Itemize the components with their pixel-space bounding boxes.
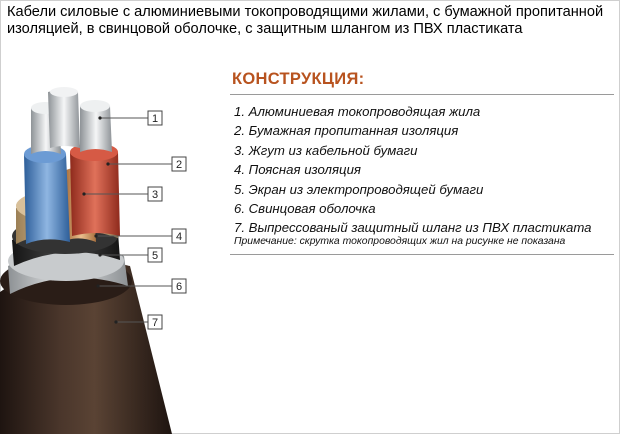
construction-item-4: 4. Поясная изоляция (234, 162, 361, 178)
callout-7 (148, 315, 162, 329)
section-heading: КОНСТРУКЦИЯ: (232, 70, 365, 88)
callout-1 (148, 111, 162, 125)
construction-item-2: 2. Бумажная пропитанная изоляция (234, 123, 459, 139)
cable-diagram (0, 60, 230, 434)
construction-item-6: 6. Свинцовая оболочка (234, 201, 376, 217)
page-title: Кабели силовые с алюминиевыми токопроводящими жилами, с бумажной пропитанной изоляцией, в свинцовой оболочке, с защитным шлангом из ПВХ пластиката (7, 4, 604, 37)
svg-text:6: 6 (175, 281, 183, 293)
svg-text:4: 4 (175, 231, 183, 243)
callout-6 (148, 279, 186, 293)
construction-item-3: 3. Жгут из кабельной бумаги (234, 142, 418, 158)
bottom-divider (230, 254, 614, 255)
construction-list (234, 102, 592, 238)
callout-5 (148, 248, 162, 262)
construction-item-7: 7. Выпрессованый защитный шланг из ПВХ пластиката (234, 220, 592, 236)
callout-2 (148, 157, 186, 171)
heading-divider (230, 94, 614, 95)
svg-text:1: 1 (151, 113, 159, 125)
construction-item-1: 1. Алюминиевая токопроводящая жила (234, 104, 481, 119)
callout-3 (148, 187, 162, 201)
svg-text:3: 3 (151, 189, 159, 201)
svg-text:5: 5 (151, 250, 159, 262)
note-text: Примечание: скрутка токопроводящих жил на рисунке не показана (234, 236, 566, 247)
svg-text:7: 7 (151, 317, 159, 329)
construction-item-5: 5. Экран из электропроводящей бумаги (234, 181, 484, 197)
conductor-back (48, 87, 80, 148)
svg-text:2: 2 (175, 159, 183, 171)
callout-4 (148, 229, 186, 243)
